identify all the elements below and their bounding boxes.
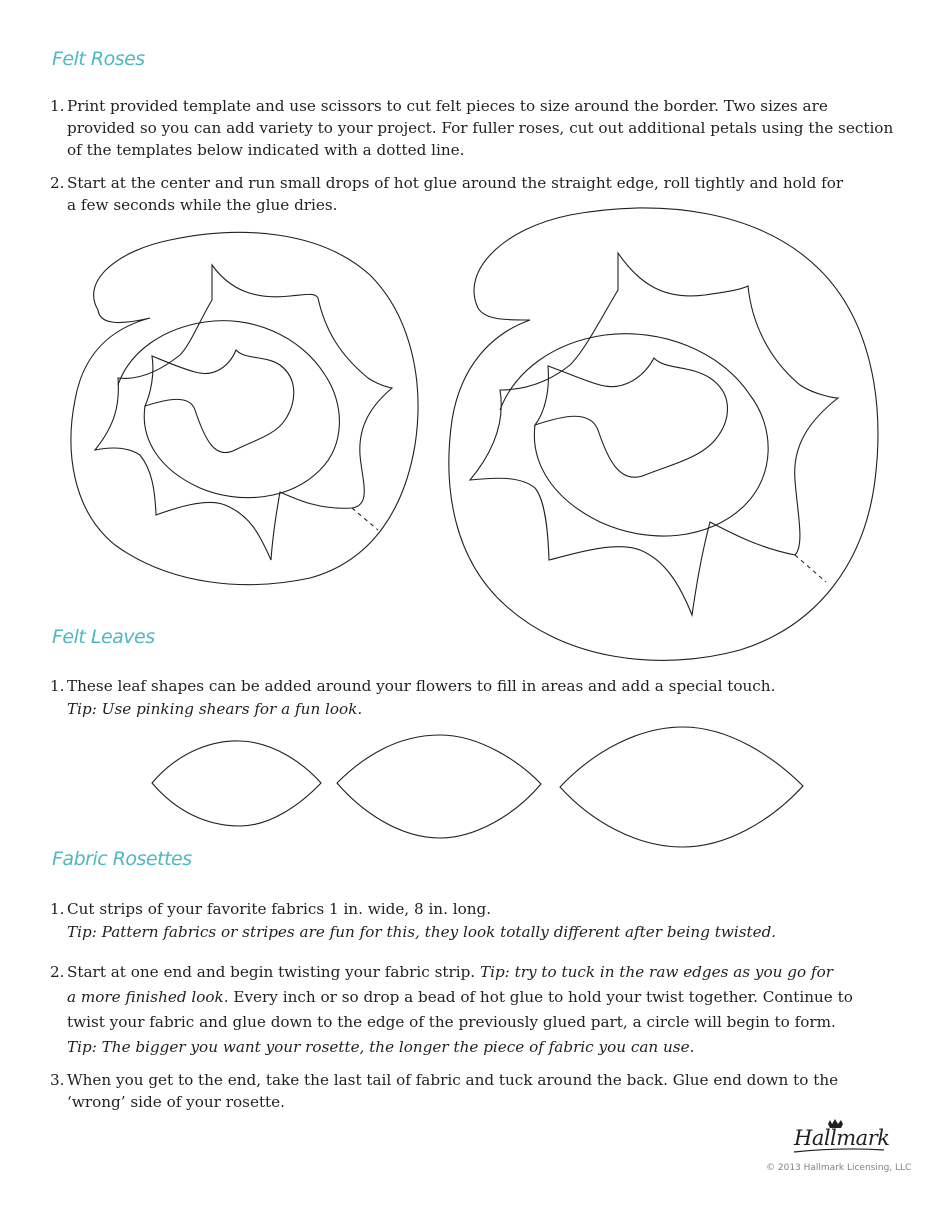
step-text-part-a: Start at one end and begin twisting your fabric strip. (67, 963, 480, 981)
small-rose-inner-spiral (118, 321, 339, 498)
leaf-small (152, 741, 321, 826)
step-number: 1. (50, 97, 65, 115)
large-rose-inner-spiral (500, 334, 768, 536)
step-number: 1. (50, 677, 65, 695)
step-number: 1. (50, 900, 65, 918)
large-rose-petals-outer (470, 253, 838, 615)
felt-leaves-heading: Felt Leaves (52, 626, 155, 648)
small-rose-outer-border (71, 232, 418, 584)
step-number: 2. (50, 174, 65, 192)
small-rose-dotted-line (352, 508, 378, 530)
fabric-rosettes-step-3 (50, 1069, 895, 1113)
step-tip: Tip: Pattern fabrics or stripes are fun for this, they look totally different after being twisted. (67, 923, 777, 941)
leaf-medium (337, 735, 541, 838)
fabric-rosettes-step-2 (50, 960, 895, 1060)
step-text-part-b: Every inch or so drop a bead of hot glue to hold your twist together. Continue to (228, 988, 853, 1006)
felt-roses-heading: Felt Roses (52, 48, 145, 70)
step-tip-c: Tip: The bigger you want your rosette, the longer the piece of fabric you can use. (67, 1038, 695, 1056)
step-text-line-2: a few seconds while the glue dries. (67, 196, 338, 214)
fabric-rosettes-step-1 (50, 898, 895, 945)
step-number: 2. (50, 963, 65, 981)
step-text: Cut strips of your favorite fabrics 1 in. wide, 8 in. long. (67, 900, 492, 918)
leaf-large (560, 727, 803, 847)
copyright-text: © 2013 Hallmark Licensing, LLC (766, 1163, 912, 1173)
felt-leaves-step-1 (50, 675, 895, 722)
step-number: 3. (50, 1071, 65, 1089)
step-text-part-c: twist your fabric and glue down to the edge of the previously glued part, a circle will begin to form. (67, 1013, 836, 1031)
step-tip-a: Tip: try to tuck in the raw edges as you go for (479, 963, 833, 981)
step-tip: Tip: Use pinking shears for a fun look. (67, 700, 363, 718)
step-text: Print provided template and use scissors to cut felt pieces to size around the border. Two sizes are provided so you can add variety to your project. For fuller roses, cut out additional petals using the section of the templates below indicated with a dotted line. (67, 97, 894, 159)
large-rose-dotted-line (795, 555, 826, 582)
small-rose-template (71, 232, 418, 584)
step-text: These leaf shapes can be added around your flowers to fill in areas and add a special touch. (67, 677, 776, 695)
step-text-line-1: Start at the center and run small drops of hot glue around the straight edge, roll tightly and hold for (67, 174, 844, 192)
large-rose-outer-border (449, 208, 878, 660)
hallmark-logo: Hallmark (794, 1126, 890, 1150)
step-text: When you get to the end, take the last tail of fabric and tuck around the back. Glue end down to the ‘wrong’ side of your rosette. (67, 1071, 839, 1111)
small-rose-petals-outer (95, 265, 392, 560)
step-tip-b: a more finished look. (67, 988, 229, 1006)
fabric-rosettes-heading: Fabric Rosettes (52, 848, 192, 870)
large-rose-template (449, 208, 878, 660)
